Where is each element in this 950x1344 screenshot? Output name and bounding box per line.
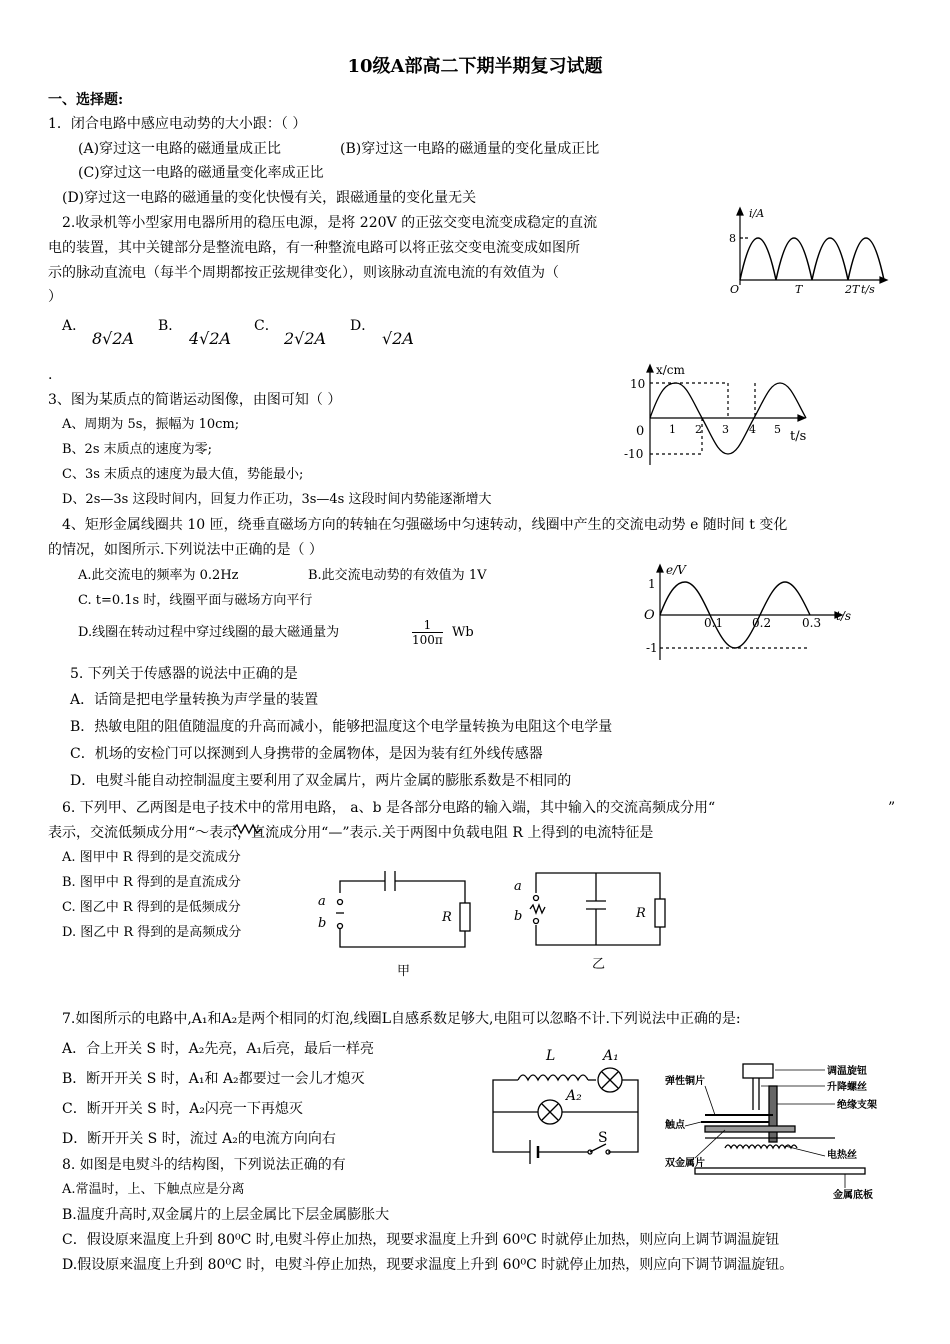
q3-option-b: B、2s 末质点的速度为零;	[62, 442, 213, 457]
low-frequency-symbol-icon	[232, 822, 262, 836]
q2-option-b-value: 4√2A	[189, 329, 232, 348]
q8-option-b: B.温度升高时,双金属片的上层金属比下层金属膨胀大	[62, 1207, 390, 1223]
q2-option-c-value: 2√2A	[284, 329, 327, 348]
leader-contact	[685, 1122, 701, 1126]
q1-stem: 1．闭合电路中感应电动势的大小跟：（ ）	[48, 116, 307, 132]
q7-fig-l: L	[546, 1048, 556, 1064]
q4-fraction-num: 1	[412, 618, 443, 633]
q6-fig2-a: a	[514, 879, 522, 894]
resistor	[460, 903, 470, 931]
q6-option-b: B. 图甲中 R 得到的是直流成分	[62, 875, 241, 890]
q4-graph-ybot: -1	[646, 641, 658, 655]
q7-circuit	[488, 1040, 658, 1170]
q8-option-c: C．假设原来温度上升到 80⁰C 时,电熨斗停止加热，现要求温度上升到 60⁰C 时就停止加热，则应向上调节调温旋钮	[62, 1232, 780, 1248]
q3-graph-ylabel: x/cm	[656, 363, 685, 377]
q6-fig1-a: a	[318, 894, 326, 909]
q6-fig2-caption: 乙	[592, 957, 606, 972]
q5-option-b: B．热敏电阻的阻值随温度的升高而减小，能够把温度这个电学量转换为电阻这个电学量	[70, 719, 613, 735]
q2-option-a-value: 8√2A	[92, 329, 135, 348]
q4-graph-ylabel: e/V	[666, 563, 686, 577]
resistor	[655, 899, 665, 927]
q2-graph-ylabel: i/A	[749, 207, 765, 220]
q3-tick-4: 4	[749, 423, 756, 436]
q4-option-d-unit: Wb	[452, 625, 474, 640]
q3-stem: 3、图为某质点的简谐运动图像，由图可知（ ）	[48, 392, 342, 408]
q7-fig-a1: A₁	[603, 1048, 619, 1064]
y-axis-arrow	[647, 365, 653, 372]
q4-tick-2: 0.2	[752, 616, 772, 630]
terminal-b	[338, 924, 343, 929]
leader-copper	[705, 1086, 715, 1115]
q2-line3: 示的脉动直流电（每半个周期都按正弦规律变化），则该脉动直流电流的有效值为（	[48, 265, 559, 281]
q8-option-d: D.假设原来温度上升到 80⁰C 时，电熨斗停止加热，现要求温度上升到 60⁰C 时就停止加热，则应向下调节调温旋钮。	[62, 1257, 794, 1273]
y-axis-arrow	[737, 208, 743, 215]
q6-line1-end: ”	[888, 800, 896, 816]
q6-fig2-b: b	[514, 909, 523, 924]
q8-iron-structure	[665, 1060, 910, 1200]
q4-graph-ytop: 1	[648, 577, 656, 591]
q4-option-d-prefix: D.线圈在转动过程中穿过线圈的最大磁通量为	[78, 625, 340, 640]
wire-left-top	[493, 1080, 518, 1112]
q6-fig1-r: R	[442, 910, 452, 925]
metal-plate	[695, 1168, 865, 1174]
q7-option-b: B．断开开关 S 时，A₁和 A₂都要过一会儿才熄灭	[62, 1071, 365, 1087]
q3-graph-ybot: -10	[624, 447, 644, 461]
q2-rectified-current-graph	[705, 205, 890, 295]
q8-fig-contact: 触点	[665, 1120, 685, 1131]
q2-option-d-value: √2A	[382, 329, 414, 348]
q3-tick-3: 3	[722, 423, 729, 436]
bimetal-strip	[705, 1126, 795, 1132]
q4-graph-xlabel: t/s	[836, 609, 852, 623]
q1-option-a: (A)穿过这一电路的磁通量成正比	[78, 141, 282, 157]
q4-line2: 的情况，如图所示.下列说法中正确的是（ ）	[48, 542, 323, 558]
q2-option-c-label: C．	[254, 318, 279, 334]
q3-tick-1: 1	[669, 423, 676, 436]
wire-right	[608, 1080, 638, 1152]
q5-option-c: C．机场的安检门可以探测到人身携带的金属物体，是因为装有红外线传感器	[70, 746, 543, 762]
wire-bottom	[536, 925, 660, 945]
wire-bottom	[340, 929, 465, 947]
q3-tick-5: 5	[774, 423, 781, 436]
q3-graph-origin: 0	[636, 424, 645, 439]
q2-graph-peak: 8	[729, 232, 736, 245]
q6-option-c: C. 图乙中 R 得到的是低频成分	[62, 900, 241, 915]
wire-top-left	[340, 881, 385, 893]
q8-fig-bimetal: 双金属片	[665, 1158, 705, 1169]
q6-option-a: A. 图甲中 R 得到的是交流成分	[62, 850, 241, 865]
q8-fig-heater: 电热丝	[827, 1150, 857, 1161]
leader-heater	[785, 1146, 825, 1156]
q6-fig1-caption: 甲	[397, 964, 411, 979]
x-axis-arrow	[798, 415, 805, 421]
q4-fraction	[412, 618, 443, 647]
q2-graph-origin: O	[730, 283, 740, 296]
q7-option-d: D．断开开关 S 时，流过 A₂的电流方向向右	[62, 1131, 336, 1147]
q2-line4: ）	[48, 289, 62, 305]
q6-line2: 表示，交流低频成分用“～表示，直流成分用“—”表示.关于两图中负载电阻 R 上得到的电流特征是	[48, 825, 654, 841]
q7-fig-a2: A₂	[566, 1088, 582, 1104]
knob	[743, 1064, 773, 1078]
q3-graph-xlabel: t/s	[790, 429, 807, 444]
q1-option-d: (D)穿过这一电路的磁通量的变化快慢有关，跟磁通量的变化量无关	[62, 190, 477, 206]
q8-option-a: A.常温时，上、下触点应是分离	[62, 1182, 245, 1197]
pulse-curve	[740, 238, 884, 280]
q4-option-b: B.此交流电动势的有效值为 1V	[308, 568, 487, 583]
stray-dot: .	[48, 367, 53, 383]
q5-stem: 5. 下列关于传感器的说法中正确的是	[70, 666, 298, 682]
inductor-coil	[518, 1075, 588, 1080]
q5-option-d: D．电熨斗能自动控制温度主要利用了双金属片，两片金属的膨胀系数是不相同的	[70, 773, 572, 789]
q1-option-c: (C)穿过这一电路的磁通量变化率成正比	[78, 165, 324, 181]
wire-top	[536, 873, 660, 899]
q6-option-d: D. 图乙中 R 得到的是高频成分	[62, 925, 242, 940]
page-title: 10级A部高二下期半期复习试题	[347, 56, 603, 77]
q4-fraction-den: 100π	[412, 633, 443, 647]
q2-option-b-label: B．	[158, 318, 183, 334]
q7-stem: 7.如图所示的电路中,A₁和A₂是两个相同的灯泡,线圈L自感系数足够大,电阻可以忽略不计.下列说法中正确的是:	[62, 1011, 741, 1027]
q4-option-a: A.此交流电的频率为 0.2Hz	[78, 568, 239, 583]
q6-circuit-yi	[508, 865, 678, 980]
q1-option-b: (B)穿过这一电路的磁通量的变化量成正比	[340, 141, 600, 157]
q3-option-d: D、2s—3s 这段时间内，回复力作正功，3s—4s 这段时间内势能逐渐增大	[62, 492, 492, 507]
q4-emf-graph	[640, 560, 870, 665]
q6-fig1-b: b	[318, 916, 327, 931]
q4-line1: 4、矩形金属线圈共 10 匝，绕垂直磁场方向的转轴在匀强磁场中匀速转动，线圈中产生的交流电动势 e 随时间 t 变化	[62, 517, 788, 533]
terminal-b	[534, 919, 539, 924]
q4-graph-origin: O	[644, 608, 655, 623]
q6-circuit-jia	[310, 865, 480, 980]
q3-option-a: A、周期为 5s，振幅为 10cm;	[62, 417, 240, 432]
q5-option-a: A．话筒是把电学量转换为声学量的装置	[70, 692, 319, 708]
terminal-a	[534, 896, 539, 901]
wire-bottom-left	[493, 1112, 530, 1152]
q4-tick-3: 0.3	[802, 616, 822, 630]
q2-line2: 电的装置，其中关键部分是整流电路，有一种整流电路可以将正弦交变电流变成如图所	[48, 240, 580, 256]
q8-fig-copper: 弹性铜片	[665, 1076, 705, 1087]
q8-stem: 8. 如图是电熨斗的结构图，下列说法正确的有	[62, 1157, 346, 1173]
wire-top-right	[395, 881, 465, 903]
high-frequency-source	[530, 905, 545, 913]
q7-option-c: C．断开开关 S 时，A₂闪亮一下再熄灭	[62, 1101, 303, 1117]
q8-fig-bracket: 绝缘支架	[837, 1100, 877, 1111]
q3-tick-2: 2	[695, 423, 702, 436]
q2-option-a-label: A．	[62, 318, 87, 334]
q3-option-c: C、3s 末质点的速度为最大值，势能最小;	[62, 467, 304, 482]
q2-graph-xlabel: t/s	[861, 283, 875, 296]
terminal-a	[338, 900, 343, 905]
section-heading: 一、选择题:	[48, 92, 124, 108]
q8-fig-screw: 升降螺丝	[827, 1082, 867, 1093]
y-axis-arrow	[657, 565, 663, 572]
leader-bimetal	[695, 1130, 725, 1158]
q7-fig-s: S	[598, 1130, 608, 1146]
q4-tick-1: 0.1	[704, 616, 724, 630]
q6-fig2-r: R	[636, 906, 646, 921]
q8-fig-knob: 调温旋钮	[827, 1066, 867, 1077]
q2-graph-t2: 2T	[845, 283, 860, 296]
q2-line1: 2.收录机等小型家用电器所用的稳压电源，是将 220V 的正弦交变电流变成稳定的直流	[62, 215, 598, 231]
q4-option-c: C. t=0.1s 时，线圈平面与磁场方向平行	[78, 593, 313, 608]
q2-option-d-label: D．	[350, 318, 376, 334]
q3-shm-graph	[620, 360, 825, 470]
q3-graph-ytop: 10	[630, 377, 646, 391]
q7-option-a: A．合上开关 S 时，A₂先亮，A₁后亮，最后一样亮	[62, 1041, 375, 1057]
q2-graph-t1: T	[795, 283, 803, 296]
q6-line1: 6. 下列甲、乙两图是电子技术中的常用电路， a、b 是各部分电路的输入端，其中输入的交流高频成分用“	[62, 800, 716, 816]
q8-fig-plate: 金属底板	[833, 1190, 873, 1201]
